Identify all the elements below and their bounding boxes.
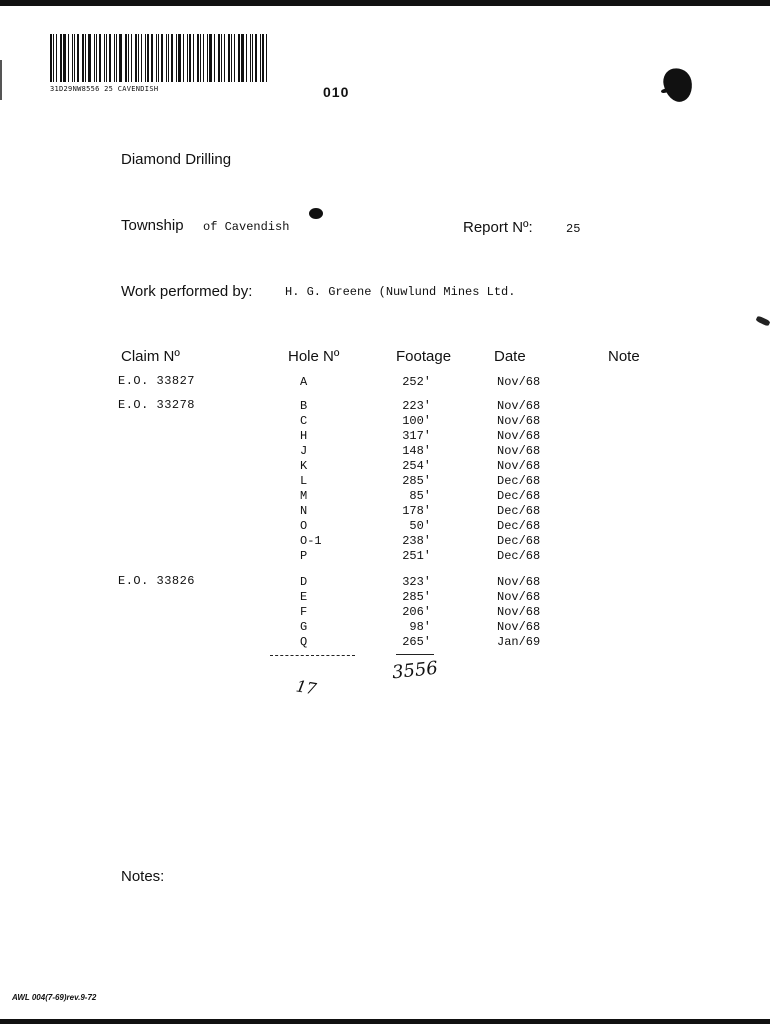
barcode-bars — [50, 34, 270, 82]
date-value: Dec/68 — [497, 489, 541, 503]
barcode-bar — [56, 34, 57, 82]
barcode-bar — [63, 34, 66, 82]
hole-number: J — [300, 444, 308, 458]
barcode-bar — [260, 34, 261, 82]
hole-number: B — [300, 399, 308, 413]
footage-value: 178' — [402, 504, 431, 518]
work-performed-label: Work performed by: — [121, 283, 253, 300]
date-value: Jan/69 — [497, 635, 541, 649]
date-value: Nov/68 — [497, 575, 541, 589]
barcode-bar — [200, 34, 201, 82]
barcode-bar — [209, 34, 212, 82]
barcode-bar — [50, 34, 52, 82]
barcode-bar — [119, 34, 122, 82]
date-value: Dec/68 — [497, 549, 541, 563]
note-column-header: Note — [608, 348, 640, 365]
barcode-bar — [82, 34, 84, 82]
claim-number: E.O. 33278 — [118, 398, 196, 412]
date-value: Nov/68 — [497, 444, 541, 458]
township-label: Township — [121, 217, 184, 234]
hole-number: N — [300, 504, 308, 518]
footage-column-header: Footage — [396, 348, 452, 365]
footage-value: 254' — [402, 459, 431, 473]
footage-value: 251' — [402, 549, 431, 563]
hole-number: F — [300, 605, 308, 619]
edge-mark — [755, 315, 770, 326]
footage-value: 323' — [402, 575, 431, 589]
table-row — [0, 504, 770, 519]
barcode-bar — [135, 34, 137, 82]
barcode-bar — [96, 34, 97, 82]
footage-value: 223' — [402, 399, 431, 413]
hole-number: G — [300, 620, 308, 634]
barcode-bar — [53, 34, 54, 82]
barcode-bar — [77, 34, 79, 82]
barcode-bar — [68, 34, 69, 82]
hole-number: L — [300, 474, 308, 488]
barcode-bar — [104, 34, 105, 82]
hole-column-header: Hole Nº — [288, 348, 340, 365]
barcode-bar — [189, 34, 191, 82]
barcode-bar — [147, 34, 149, 82]
hole-number: Q — [300, 635, 308, 649]
barcode-bar — [197, 34, 199, 82]
date-value: Nov/68 — [497, 590, 541, 604]
hole-number: P — [300, 549, 308, 563]
barcode-bar — [74, 34, 75, 82]
barcode-bar — [231, 34, 232, 82]
date-value: Nov/68 — [497, 399, 541, 413]
barcode-bar — [224, 34, 225, 82]
barcode-bar — [125, 34, 127, 82]
date-value: Nov/68 — [497, 459, 541, 473]
hole-number: H — [300, 429, 308, 443]
barcode-bar — [145, 34, 146, 82]
barcode-bar — [116, 34, 117, 82]
barcode-bar — [168, 34, 169, 82]
table-row — [0, 575, 770, 590]
hole-number: D — [300, 575, 308, 589]
hole-number: A — [300, 375, 308, 389]
footage-value: 148' — [402, 444, 431, 458]
ink-dot — [309, 208, 323, 219]
barcode-bar — [214, 34, 215, 82]
barcode-bar — [252, 34, 253, 82]
table-row — [0, 375, 770, 390]
table-row — [0, 605, 770, 620]
barcode-bar — [255, 34, 257, 82]
barcode-bar — [131, 34, 132, 82]
barcode — [50, 34, 270, 93]
footage-value: 206' — [402, 605, 431, 619]
footage-value: 285' — [402, 590, 431, 604]
barcode-bar — [183, 34, 184, 82]
barcode-bar — [171, 34, 173, 82]
table-row — [0, 429, 770, 444]
barcode-bar — [228, 34, 230, 82]
report-number-label: Report Nº: — [463, 219, 533, 236]
report-number-value: 25 — [566, 222, 581, 236]
footage-value: 100' — [402, 414, 431, 428]
footage-value: 238' — [402, 534, 431, 548]
date-value: Nov/68 — [497, 414, 541, 428]
date-value: Nov/68 — [497, 375, 541, 389]
table-row — [0, 474, 770, 489]
barcode-bar — [218, 34, 220, 82]
barcode-bar — [238, 34, 240, 82]
barcode-bar — [99, 34, 101, 82]
barcode-bar — [151, 34, 154, 82]
barcode-bar — [94, 34, 95, 82]
hole-count: 17 — [294, 676, 318, 699]
footage-value: 285' — [402, 474, 431, 488]
barcode-bar — [166, 34, 167, 82]
barcode-bar — [178, 34, 181, 82]
table-row — [0, 620, 770, 635]
barcode-text: 31D29NW8556 25 CAVENDISH — [50, 85, 159, 93]
date-value: Dec/68 — [497, 534, 541, 548]
footage-value: 265' — [402, 635, 431, 649]
date-value: Dec/68 — [497, 474, 541, 488]
table-row — [0, 399, 770, 414]
document-number: 010 — [323, 84, 350, 100]
table-row — [0, 534, 770, 549]
hole-number: E — [300, 590, 308, 604]
barcode-bar — [106, 34, 107, 82]
barcode-bar — [266, 34, 267, 82]
barcode-bar — [250, 34, 251, 82]
table-row — [0, 444, 770, 459]
barcode-bar — [161, 34, 163, 82]
hole-number: O-1 — [300, 534, 322, 548]
claim-column-header: Claim Nº — [121, 348, 180, 365]
hole-number: M — [300, 489, 308, 503]
notes-label: Notes: — [121, 868, 165, 885]
footage-value: 85' — [409, 489, 431, 503]
barcode-bar — [246, 34, 247, 82]
barcode-bar — [234, 34, 235, 82]
date-value: Nov/68 — [497, 605, 541, 619]
barcode-bar — [114, 34, 115, 82]
barcode-bar — [207, 34, 208, 82]
hole-number: O — [300, 519, 308, 533]
total-footage: 3556 — [391, 657, 439, 684]
table-row — [0, 489, 770, 504]
barcode-bar — [88, 34, 91, 82]
footage-value: 50' — [409, 519, 431, 533]
date-value: Dec/68 — [497, 519, 541, 533]
barcode-bar — [193, 34, 194, 82]
footage-value: 252' — [402, 375, 431, 389]
form-code: AWL 004(7-69)rev.9-72 — [12, 993, 97, 1002]
hole-number: C — [300, 414, 308, 428]
barcode-bar — [60, 34, 62, 82]
date-value: Nov/68 — [497, 620, 541, 634]
scan-edge-mark — [0, 60, 2, 100]
footage-value: 317' — [402, 429, 431, 443]
barcode-bar — [158, 34, 159, 82]
table-row — [0, 414, 770, 429]
date-value: Nov/68 — [497, 429, 541, 443]
barcode-bar — [141, 34, 142, 82]
hole-number: K — [300, 459, 308, 473]
barcode-bar — [203, 34, 204, 82]
table-row — [0, 590, 770, 605]
barcode-bar — [262, 34, 264, 82]
township-value: of Cavendish — [203, 220, 290, 234]
table-row — [0, 549, 770, 564]
barcode-bar — [176, 34, 177, 82]
table-row — [0, 459, 770, 474]
bottom-border — [0, 1019, 770, 1024]
ink-blot — [661, 65, 695, 104]
barcode-bar — [221, 34, 222, 82]
table-row — [0, 635, 770, 650]
footage-value: 98' — [409, 620, 431, 634]
barcode-bar — [85, 34, 86, 82]
table-row — [0, 519, 770, 534]
barcode-bar — [72, 34, 73, 82]
form-title: Diamond Drilling — [121, 151, 232, 168]
sum-divider — [396, 654, 434, 655]
barcode-bar — [187, 34, 188, 82]
barcode-bar — [109, 34, 111, 82]
barcode-bar — [128, 34, 129, 82]
claim-number: E.O. 33826 — [118, 574, 196, 588]
claim-number: E.O. 33827 — [118, 374, 196, 388]
barcode-bar — [156, 34, 157, 82]
barcode-bar — [138, 34, 139, 82]
date-value: Dec/68 — [497, 504, 541, 518]
top-border — [0, 0, 770, 6]
work-performed-value: H. G. Greene (Nuwlund Mines Ltd. — [285, 285, 516, 299]
sum-divider-dashed — [270, 655, 355, 656]
barcode-bar — [241, 34, 244, 82]
date-column-header: Date — [494, 348, 526, 365]
